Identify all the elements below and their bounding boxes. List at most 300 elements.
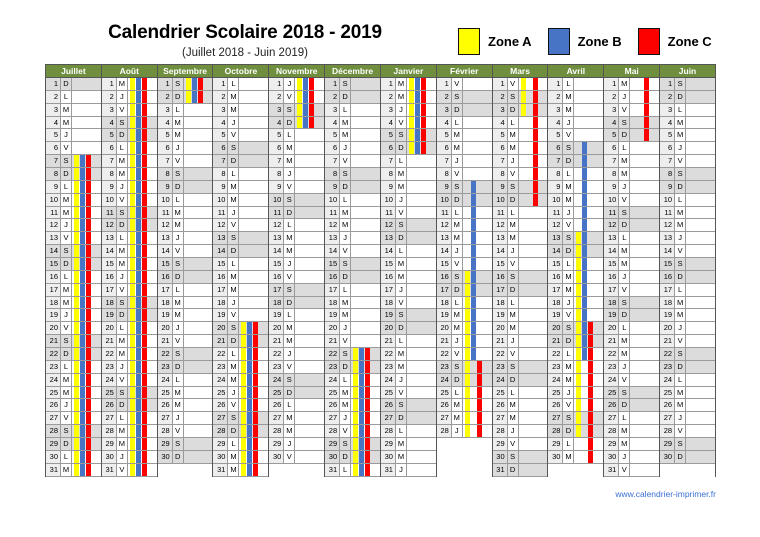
zone-a-stripe <box>130 425 135 437</box>
zone-band <box>128 284 157 296</box>
zone-c-stripe <box>142 438 147 450</box>
day-number: 30 <box>213 451 228 463</box>
day-row <box>102 207 157 220</box>
day-number: 13 <box>660 232 675 244</box>
zone-b-stripe <box>582 322 587 334</box>
day-row <box>437 284 492 297</box>
day-row <box>548 361 603 374</box>
day-row <box>46 129 101 142</box>
day-row <box>46 168 101 181</box>
zone-a-stripe <box>130 271 135 283</box>
day-row <box>325 271 380 284</box>
day-row <box>548 399 603 412</box>
day-number: 17 <box>269 284 284 296</box>
day-weekday-letter <box>284 464 295 476</box>
day-row <box>660 104 715 117</box>
day-row <box>158 374 213 387</box>
zone-band <box>184 91 213 103</box>
day-weekday-letter: L <box>619 142 630 154</box>
day-number: 10 <box>269 194 284 206</box>
day-weekday-letter: M <box>396 181 407 193</box>
day-row <box>102 78 157 91</box>
zone-band <box>351 232 380 244</box>
zone-b-stripe <box>471 245 476 257</box>
day-number: 29 <box>660 438 675 450</box>
zone-band <box>239 181 268 193</box>
zone-c-stripe <box>142 232 147 244</box>
day-row <box>325 284 380 297</box>
month-days <box>46 78 101 477</box>
day-row <box>269 78 324 91</box>
day-number: 9 <box>493 181 508 193</box>
zone-b-stripe <box>136 348 141 360</box>
day-number: 20 <box>548 322 563 334</box>
day-row <box>269 309 324 322</box>
zone-band <box>686 219 715 231</box>
zone-band <box>184 245 213 257</box>
zone-band <box>351 219 380 231</box>
zone-band <box>574 91 603 103</box>
day-row <box>158 322 213 335</box>
day-weekday-letter: V <box>508 78 519 90</box>
zone-c-stripe <box>477 387 482 399</box>
zone-c-stripe <box>533 181 538 193</box>
day-number: 5 <box>381 129 396 141</box>
zone-band <box>184 194 213 206</box>
zone-b-stripe <box>80 451 85 463</box>
day-weekday-letter: M <box>452 142 463 154</box>
zone-a-stripe <box>241 412 246 424</box>
day-number: 19 <box>213 309 228 321</box>
day-row <box>548 425 603 438</box>
day-row <box>213 271 268 284</box>
day-weekday-letter: M <box>563 284 574 296</box>
zone-band <box>407 399 436 411</box>
day-row <box>158 387 213 400</box>
zone-band <box>574 387 603 399</box>
day-row <box>325 348 380 361</box>
day-number: 30 <box>46 451 61 463</box>
zone-band <box>351 168 380 180</box>
day-weekday-letter: L <box>340 104 351 116</box>
zone-band <box>239 425 268 437</box>
day-row <box>660 232 715 245</box>
day-row <box>604 117 659 130</box>
day-weekday-letter: D <box>340 91 351 103</box>
day-number: 9 <box>660 181 675 193</box>
day-weekday-letter: V <box>117 194 128 206</box>
zone-band <box>686 412 715 424</box>
day-number: 15 <box>493 258 508 270</box>
zone-band <box>686 464 715 476</box>
day-weekday-letter: V <box>396 117 407 129</box>
zone-band <box>519 464 548 476</box>
zone-band <box>351 104 380 116</box>
day-row <box>325 399 380 412</box>
zone-c-stripe <box>533 117 538 129</box>
day-weekday-letter: S <box>563 412 574 424</box>
day-number: 7 <box>493 155 508 167</box>
day-number: 31 <box>381 464 396 476</box>
zone-band <box>184 142 213 154</box>
zone-band <box>407 155 436 167</box>
day-row <box>46 117 101 130</box>
day-weekday-letter: L <box>284 399 295 411</box>
day-weekday-letter: M <box>508 399 519 411</box>
day-number: 14 <box>660 245 675 257</box>
day-weekday-letter: S <box>173 348 184 360</box>
day-number: 2 <box>158 91 173 103</box>
zone-b-stripe <box>415 142 420 154</box>
zone-band <box>239 129 268 141</box>
zone-band <box>519 219 548 231</box>
day-weekday-letter: J <box>117 271 128 283</box>
zone-band <box>686 258 715 270</box>
zone-c-stripe <box>142 117 147 129</box>
day-row <box>604 245 659 258</box>
zone-c-stripe <box>86 451 91 463</box>
day-number: 2 <box>548 91 563 103</box>
day-row <box>158 284 213 297</box>
zone-band <box>72 168 101 180</box>
zone-a-stripe <box>576 284 581 296</box>
day-row <box>493 451 548 464</box>
day-weekday-letter: M <box>563 271 574 283</box>
day-weekday-letter: J <box>619 91 630 103</box>
day-number: 17 <box>213 284 228 296</box>
day-weekday-letter: S <box>61 335 72 347</box>
zone-a-stripe <box>130 181 135 193</box>
day-weekday-letter: V <box>675 245 686 257</box>
day-row <box>381 181 436 194</box>
day-row <box>46 207 101 220</box>
zone-band <box>295 245 324 257</box>
zone-a-stripe <box>465 297 470 309</box>
zone-band <box>239 117 268 129</box>
day-row <box>102 284 157 297</box>
zone-c-stripe <box>86 219 91 231</box>
day-row <box>381 335 436 348</box>
day-weekday-letter: M <box>619 155 630 167</box>
zone-b-stripe <box>80 412 85 424</box>
zone-b-stripe <box>136 245 141 257</box>
day-weekday-letter: S <box>452 181 463 193</box>
footer-url: www.calendrier-imprimer.fr <box>615 489 716 499</box>
day-number: 16 <box>548 271 563 283</box>
zone-a-stripe <box>465 348 470 360</box>
day-number: 13 <box>102 232 117 244</box>
day-number: 17 <box>437 284 452 296</box>
zone-c-stripe <box>142 322 147 334</box>
zone-band <box>128 335 157 347</box>
zone-band <box>630 232 659 244</box>
zone-c-stripe <box>477 425 482 437</box>
day-number: 6 <box>437 142 452 154</box>
zone-band <box>630 322 659 334</box>
day-number: 18 <box>493 297 508 309</box>
day-number: 18 <box>548 297 563 309</box>
zone-band <box>351 129 380 141</box>
day-row <box>493 374 548 387</box>
zone-b-stripe <box>80 181 85 193</box>
zone-b-stripe <box>582 219 587 231</box>
day-number: 28 <box>158 425 173 437</box>
zone-band <box>686 155 715 167</box>
day-row <box>437 412 492 425</box>
zone-band <box>295 78 324 90</box>
zone-c-stripe <box>142 387 147 399</box>
zone-a-stripe <box>74 219 79 231</box>
day-number: 10 <box>102 194 117 206</box>
day-weekday-letter: S <box>675 348 686 360</box>
day-number: 21 <box>493 335 508 347</box>
day-number: 15 <box>604 258 619 270</box>
zone-band <box>463 297 492 309</box>
day-number: 25 <box>660 387 675 399</box>
day-number: 5 <box>325 129 340 141</box>
day-number: 15 <box>660 258 675 270</box>
zone-band <box>128 464 157 476</box>
day-weekday-letter: L <box>619 322 630 334</box>
day-number: 23 <box>269 361 284 373</box>
day-weekday-letter: L <box>508 207 519 219</box>
day-weekday-letter: M <box>619 258 630 270</box>
zone-band <box>463 361 492 373</box>
day-number: 16 <box>493 271 508 283</box>
zone-a-stripe <box>576 412 581 424</box>
zone-band <box>184 271 213 283</box>
zone-band <box>686 181 715 193</box>
day-number: 4 <box>102 117 117 129</box>
day-row <box>325 104 380 117</box>
zone-band <box>463 117 492 129</box>
zone-b-stripe <box>136 387 141 399</box>
zone-band <box>630 399 659 411</box>
day-number: 12 <box>660 219 675 231</box>
day-number: 14 <box>381 245 396 257</box>
zone-a-stripe <box>576 335 581 347</box>
zone-band <box>574 284 603 296</box>
day-number: 29 <box>269 438 284 450</box>
zone-band <box>407 232 436 244</box>
day-weekday-letter: J <box>619 181 630 193</box>
day-weekday-letter: S <box>396 399 407 411</box>
day-weekday-letter: D <box>452 284 463 296</box>
zone-band <box>351 284 380 296</box>
zone-b-stripe <box>136 425 141 437</box>
day-number: 29 <box>381 438 396 450</box>
day-weekday-letter: M <box>173 297 184 309</box>
zone-band <box>574 335 603 347</box>
day-weekday-letter: L <box>508 297 519 309</box>
zone-band <box>351 181 380 193</box>
zone-band <box>463 258 492 270</box>
day-row <box>493 117 548 130</box>
day-weekday-letter: M <box>61 374 72 386</box>
zone-a-stripe <box>130 348 135 360</box>
zone-band <box>630 258 659 270</box>
zone-band <box>574 194 603 206</box>
zone-b-stripe <box>582 194 587 206</box>
day-number: 26 <box>213 399 228 411</box>
day-number: 16 <box>213 271 228 283</box>
zone-a-stripe <box>465 387 470 399</box>
day-number: 24 <box>437 374 452 386</box>
day-row <box>437 258 492 271</box>
day-row <box>660 361 715 374</box>
day-weekday-letter: M <box>340 117 351 129</box>
day-weekday-letter: S <box>340 348 351 360</box>
day-weekday-letter: M <box>61 284 72 296</box>
zone-c-stripe <box>253 374 258 386</box>
day-number: 2 <box>213 91 228 103</box>
day-number: 2 <box>269 91 284 103</box>
zone-band <box>128 181 157 193</box>
day-weekday-letter: D <box>452 104 463 116</box>
zone-band <box>184 219 213 231</box>
zone-band <box>519 245 548 257</box>
zone-c-stripe <box>644 91 649 103</box>
zone-band <box>686 322 715 334</box>
zone-band <box>351 271 380 283</box>
day-number: 23 <box>604 361 619 373</box>
day-row <box>381 399 436 412</box>
zone-b-stripe <box>582 142 587 154</box>
day-number: 9 <box>213 181 228 193</box>
day-row <box>213 438 268 451</box>
zone-band <box>519 168 548 180</box>
day-row <box>604 284 659 297</box>
day-row <box>213 464 268 477</box>
zone-band <box>128 348 157 360</box>
day-weekday-letter: M <box>117 78 128 90</box>
zone-a-stripe <box>241 322 246 334</box>
zone-band <box>519 425 548 437</box>
day-row <box>102 451 157 464</box>
zone-a-stripe <box>241 361 246 373</box>
day-weekday-letter: D <box>228 335 239 347</box>
zone-b-stripe <box>582 258 587 270</box>
day-number: 12 <box>604 219 619 231</box>
day-row <box>102 219 157 232</box>
zone-band <box>239 194 268 206</box>
zone-band <box>574 129 603 141</box>
day-weekday-letter: D <box>61 78 72 90</box>
day-weekday-letter: M <box>563 451 574 463</box>
day-number: 17 <box>158 284 173 296</box>
zone-b-stripe <box>136 309 141 321</box>
day-row <box>269 374 324 387</box>
zone-b-stripe <box>136 129 141 141</box>
zone-c-stripe <box>142 425 147 437</box>
zone-band <box>407 297 436 309</box>
zone-b-stripe <box>471 322 476 334</box>
day-number: 9 <box>269 181 284 193</box>
zone-b-stripe <box>136 219 141 231</box>
zone-band <box>128 78 157 90</box>
zone-a-stripe <box>465 425 470 437</box>
day-weekday-letter: S <box>228 322 239 334</box>
day-number: 20 <box>604 322 619 334</box>
zone-band <box>630 245 659 257</box>
zone-b-stripe <box>80 245 85 257</box>
day-number: 11 <box>269 207 284 219</box>
zone-c-stripe <box>365 451 370 463</box>
day-row <box>437 245 492 258</box>
day-row <box>213 387 268 400</box>
zone-a-stripe <box>409 129 414 141</box>
zone-band <box>407 117 436 129</box>
day-weekday-letter: M <box>340 207 351 219</box>
zone-b-stripe <box>247 464 252 476</box>
day-weekday-letter: L <box>173 374 184 386</box>
day-row <box>660 348 715 361</box>
day-number: 24 <box>660 374 675 386</box>
day-row <box>381 258 436 271</box>
day-row <box>325 387 380 400</box>
zone-band <box>351 374 380 386</box>
zone-band <box>295 412 324 424</box>
day-weekday-letter: J <box>563 117 574 129</box>
day-number: 11 <box>325 207 340 219</box>
zone-b-stripe <box>247 348 252 360</box>
day-weekday-letter: M <box>619 78 630 90</box>
zone-b-stripe <box>582 309 587 321</box>
day-number: 6 <box>46 142 61 154</box>
zone-c-stripe <box>142 129 147 141</box>
day-row <box>381 361 436 374</box>
zone-c-stripe <box>142 91 147 103</box>
zone-legend <box>458 28 728 54</box>
day-row <box>269 207 324 220</box>
zone-a-stripe <box>241 451 246 463</box>
day-row <box>493 129 548 142</box>
zone-a-stripe <box>74 335 79 347</box>
day-number: 23 <box>158 361 173 373</box>
zone-band <box>128 309 157 321</box>
day-row <box>102 181 157 194</box>
zone-b-stripe <box>80 168 85 180</box>
day-weekday-letter: D <box>173 271 184 283</box>
day-weekday-letter: V <box>452 78 463 90</box>
day-row <box>269 91 324 104</box>
zone-c-stripe <box>142 412 147 424</box>
zone-band <box>686 104 715 116</box>
day-weekday-letter: M <box>396 168 407 180</box>
day-weekday-letter: D <box>619 309 630 321</box>
zone-c-stripe <box>86 309 91 321</box>
day-row <box>493 232 548 245</box>
zone-a-stripe <box>297 91 302 103</box>
day-number: 29 <box>46 438 61 450</box>
zone-b-stripe <box>359 438 364 450</box>
day-number: 8 <box>548 168 563 180</box>
day-weekday-letter: S <box>675 168 686 180</box>
day-weekday-letter: J <box>61 129 72 141</box>
day-weekday-letter: D <box>117 399 128 411</box>
day-number: 26 <box>548 399 563 411</box>
zone-band <box>351 451 380 463</box>
day-weekday-letter: M <box>61 117 72 129</box>
zone-a-stripe <box>74 412 79 424</box>
zone-a-stripe <box>576 271 581 283</box>
day-weekday-letter: S <box>396 129 407 141</box>
day-number: 11 <box>46 207 61 219</box>
zone-band <box>72 348 101 360</box>
day-row <box>604 219 659 232</box>
day-number: 25 <box>46 387 61 399</box>
zone-band <box>128 438 157 450</box>
